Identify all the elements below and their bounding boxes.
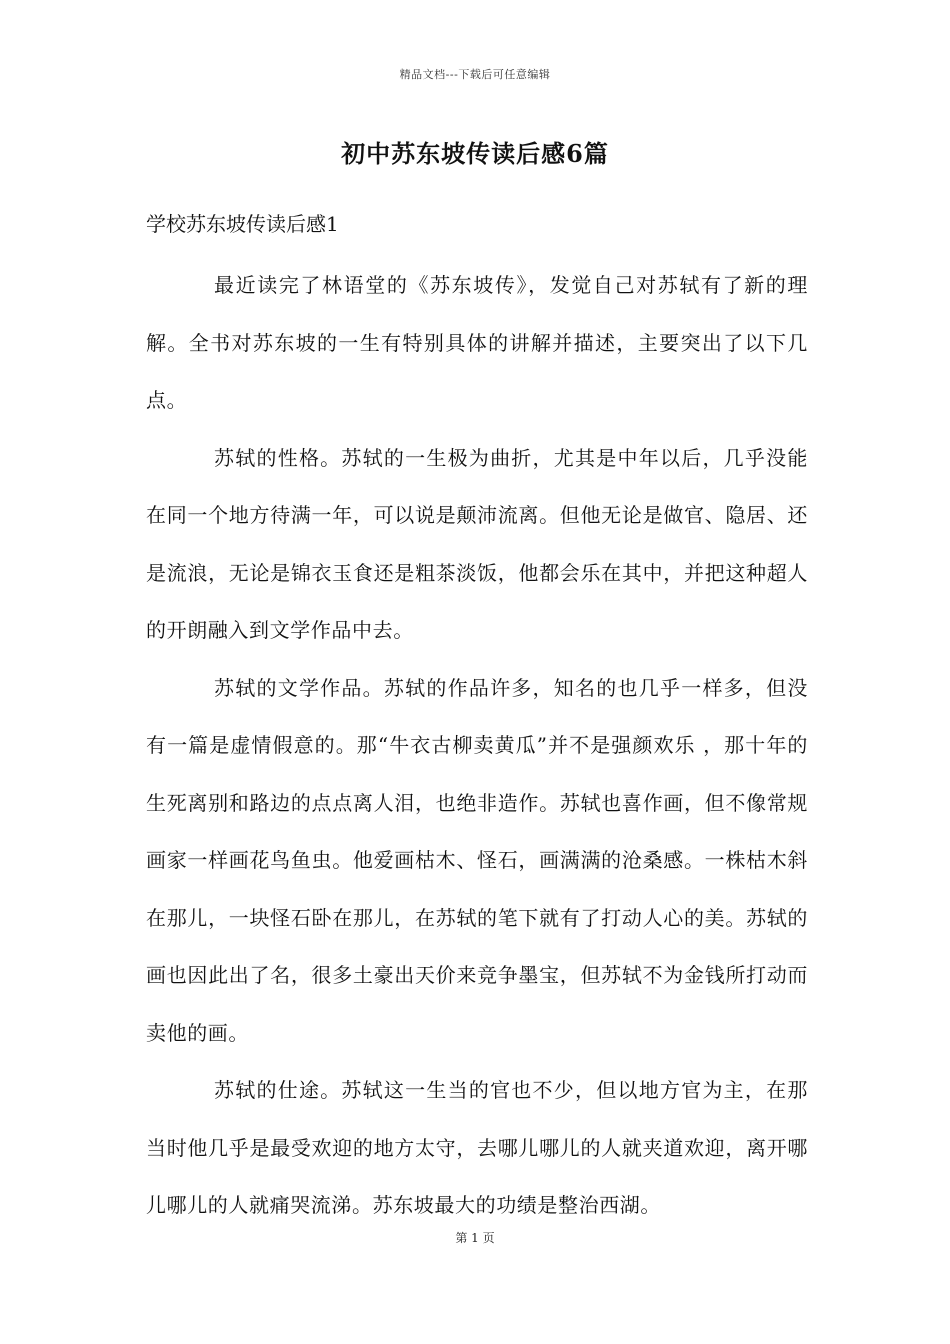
document-body	[146, 257, 808, 1235]
header-note: 精品文档---下载后可任意编辑	[399, 68, 551, 81]
paragraph: 苏轼的性格。苏轼的一生极为曲折，尤其是中年以后，几乎没能在同一个地方待满一年，可以说是颠沛流离。但他无论是做官、隐居、还是流浪，无论是锦衣玉食还是粗茶淡饭，他都会乐在其中，并把这种超人的开朗融入到文学作品中去。	[146, 445, 808, 642]
page-number: 第 1 页	[455, 1231, 495, 1245]
document-title: 初中苏东坡传读后感6篇	[341, 139, 609, 168]
paragraph: 最近读完了林语堂的《苏东坡传》，发觉自己对苏轼有了新的理解。全书对苏东坡的一生有特别具体的讲解并描述，主要突出了以下几点。	[146, 273, 808, 412]
paragraph: 苏轼的仕途。苏轼这一生当的官也不少，但以地方官为主，在那当时他几乎是最受欢迎的地方太守，去哪儿哪儿的人就夹道欢迎，离开哪儿哪儿的人就痛哭流涕。苏东坡最大的功绩是整治西湖。	[146, 1078, 808, 1217]
paragraph: 苏轼的文学作品。苏轼的作品许多，知名的也几乎一样多，但没有一篇是虚情假意的。那“牛衣古柳卖黄瓜”并不是强颜欢乐 ，那十年的生死离别和路边的点点离人泪，也绝非造作。苏轼也喜作画，但不像常规画家一样画花鸟鱼虫。他爱画枯木、怪石，画满满的沧桑感。一株枯木斜在那儿，一块怪石卧在那儿，在苏轼的笔下就有了打动人心的美。苏轼的画也因此出了名，很多土豪出天价来竞争墨宝，但苏轼不为金钱所打动而卖他的画。	[146, 675, 808, 1045]
section-heading: 学校苏东坡传读后感1	[146, 212, 339, 236]
